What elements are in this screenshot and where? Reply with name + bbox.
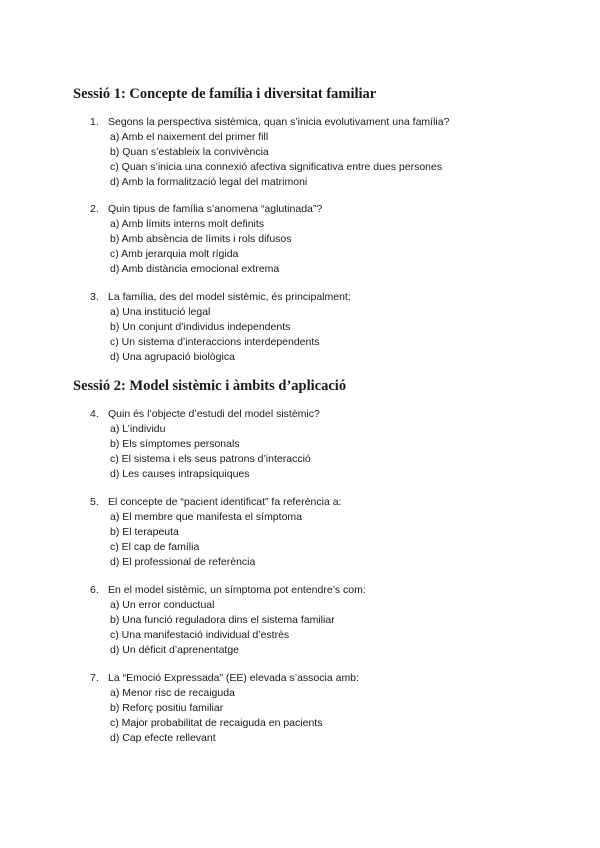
- question-5: [90, 495, 341, 570]
- option: d) El professional de referència: [110, 556, 256, 568]
- question-text: La “Emoció Expressada” (EE) elevada s’associa amb:: [108, 672, 359, 684]
- options-list: [90, 217, 322, 277]
- option: c) El cap de família: [110, 541, 200, 553]
- option: c) Major probabilitat de recaiguda en pacients: [110, 717, 323, 729]
- question-text: El concepte de “pacient identificat” fa referència a:: [108, 496, 342, 508]
- options-list: [90, 598, 366, 658]
- question-1: [90, 115, 449, 190]
- option: b) Quan s’estableix la convivència: [110, 146, 269, 158]
- option: b) Un conjunt d’individus independents: [110, 321, 291, 333]
- option: d) Amb distància emocional extrema: [110, 263, 280, 275]
- option: a) Un error conductual: [110, 599, 215, 611]
- options-list: [90, 422, 320, 482]
- options-list: [90, 305, 351, 365]
- option: d) Cap efecte rellevant: [110, 732, 216, 744]
- options-list: [90, 510, 341, 570]
- option: c) Quan s’inicia una connexió afectiva significativa entre dues persones: [110, 161, 443, 173]
- question-4: [90, 407, 320, 482]
- question-number: 5.: [90, 496, 99, 508]
- question-7: [90, 671, 359, 746]
- option: a) El membre que manifesta el símptoma: [110, 511, 302, 523]
- question-number: 3.: [90, 291, 99, 303]
- question-3: [90, 290, 351, 365]
- option: a) Menor risc de recaiguda: [110, 687, 235, 699]
- option: d) Les causes intrapsíquiques: [110, 468, 250, 480]
- option: a) Una institució legal: [110, 306, 211, 318]
- question-text: En el model sistèmic, un símptoma pot entendre’s com:: [108, 584, 366, 596]
- question-number: 4.: [90, 408, 99, 420]
- section-title: Sessió 1: Concepte de família i diversitat familiar: [73, 86, 377, 102]
- options-list: [90, 130, 449, 190]
- option: c) Un sistema d’interaccions interdependents: [110, 336, 320, 348]
- question-number: 2.: [90, 203, 99, 215]
- options-list: [90, 686, 359, 746]
- question-text: Segons la perspectiva sistèmica, quan s’inicia evolutivament una família?: [108, 116, 450, 128]
- option: c) Amb jerarquia molt rígida: [110, 248, 239, 260]
- option: b) Els símptomes personals: [110, 438, 240, 450]
- option: d) Amb la formalització legal del matrimoni: [110, 176, 308, 188]
- option: a) Amb límits interns molt definits: [110, 218, 265, 230]
- option: a) Amb el naixement del primer fill: [110, 131, 269, 143]
- section-title: Sessió 2: Model sistèmic i àmbits d’aplicació: [73, 378, 347, 394]
- option: c) El sistema i els seus patrons d’interacció: [110, 453, 311, 465]
- option: c) Una manifestació individual d’estrès: [110, 629, 290, 641]
- question-text: Quin tipus de família s’anomena “aglutinada”?: [108, 203, 323, 215]
- option: b) Reforç positiu familiar: [110, 702, 224, 714]
- question-number: 1.: [90, 116, 99, 128]
- option: d) Una agrupació biològica: [110, 351, 235, 363]
- question-6: [90, 583, 366, 658]
- option: b) Amb absència de límits i rols difusos: [110, 233, 292, 245]
- question-2: [90, 202, 322, 277]
- option: a) L’individu: [110, 423, 166, 435]
- question-text: Quin és l’objecte d’estudi del model sistèmic?: [108, 408, 320, 420]
- question-number: 7.: [90, 672, 99, 684]
- question-text: La família, des del model sistèmic, és principalment:: [108, 291, 351, 303]
- option: b) El terapeuta: [110, 526, 179, 538]
- question-number: 6.: [90, 584, 99, 596]
- option: d) Un dèficit d’aprenentatge: [110, 644, 239, 656]
- option: b) Una funció reguladora dins el sistema familiar: [110, 614, 335, 626]
